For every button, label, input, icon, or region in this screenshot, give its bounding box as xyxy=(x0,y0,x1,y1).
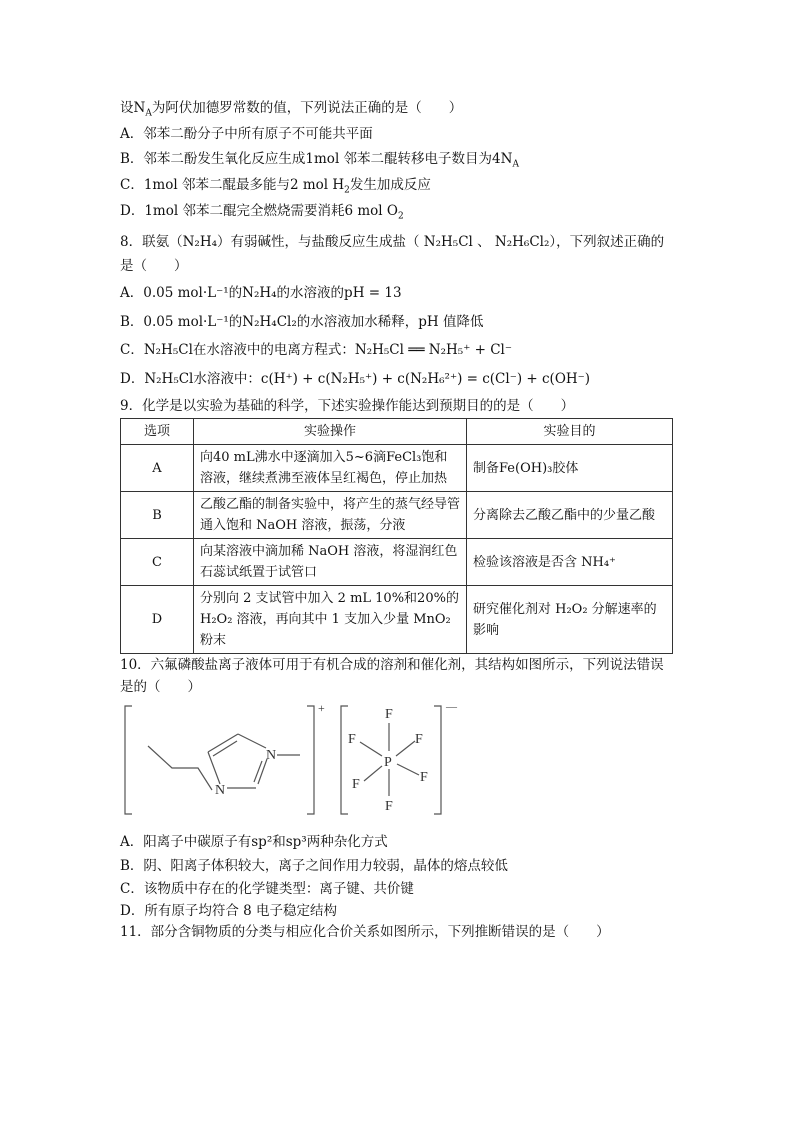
ring-nitrogen-label: N xyxy=(215,783,226,798)
fluorine-label: F xyxy=(415,732,423,747)
fluorine-label: F xyxy=(420,770,428,785)
q8-stem-line1: 8．联氨（N₂H₄）有弱碱性，与盐酸反应生成盐（ N₂H₅Cl 、 N₂H₆Cl₂），下列叙述正确的 xyxy=(120,234,665,250)
row-operation: 分别向 2 支试管中加入 2 mL 10%和20%的 H₂O₂ 溶液，再向其中 1 支加入少量 MnO₂ 粉末 xyxy=(194,586,467,654)
row-operation: 乙酸乙酯的制备实验中，将产生的蒸气经导管通入饱和 NaOH 溶液，振荡，分液 xyxy=(194,492,467,539)
cation-right-bracket xyxy=(307,706,314,814)
q7-option-c: C．1mol 邻苯二醌最多能与2 mol $H_2$发生加成反应 xyxy=(120,177,431,196)
q10-stem-line2: 是的（ ） xyxy=(120,679,201,695)
q10-option-b: B．阴、阳离子体积较大，离子之间作用力较弱，晶体的熔点较低 xyxy=(120,858,508,874)
cation-left-bracket xyxy=(125,706,132,814)
row-option: A xyxy=(121,445,194,492)
fluorine-label: F xyxy=(348,732,356,747)
row-goal: 检验该溶液是否含 NH₄⁺ xyxy=(467,539,673,586)
row-operation: 向40 mL沸水中逐滴加入5~6滴FeCl₃饱和溶液，继续煮沸至液体呈红褐色，停止加热 xyxy=(194,445,467,492)
header-goal: 实验目的 xyxy=(467,419,673,445)
q7-option-b: B．邻苯二酚发生氧化反应生成1mol 邻苯二醌转移电子数目为$4N_A$ xyxy=(120,151,519,170)
header-option: 选项 xyxy=(121,419,194,445)
table-row xyxy=(121,445,673,492)
q7-option-d: D．1mol 邻苯二醌完全燃烧需要消耗6 mol $O_2$ xyxy=(120,203,404,222)
table-row xyxy=(121,586,673,654)
propyl-chain xyxy=(148,746,212,790)
q10-option-a: A．阳离子中碳原子有sp²和sp³两种杂化方式 xyxy=(120,834,388,850)
anion-left-bracket xyxy=(341,706,348,814)
table-row xyxy=(121,539,673,586)
phosphorus-label: P xyxy=(384,755,392,770)
header-operation: 实验操作 xyxy=(194,419,467,445)
q9-stem: 9．化学是以实验为基础的科学，下述实验操作能达到预期目的的是（ ） xyxy=(120,398,575,414)
anion-right-bracket xyxy=(434,706,441,814)
row-option: B xyxy=(121,492,194,539)
ring-bond xyxy=(208,752,220,784)
q9-experiment-table xyxy=(120,418,673,654)
cation-charge: + xyxy=(318,701,325,715)
row-goal: 研究催化剂对 H₂O₂ 分解速率的影响 xyxy=(467,586,673,654)
row-goal: 分离除去乙酸乙酯中的少量乙酸 xyxy=(467,492,673,539)
p-f-bond xyxy=(360,742,382,756)
row-goal: 制备Fe(OH)₃胶体 xyxy=(467,445,673,492)
q10-option-d: D．所有原子均符合 8 电子稳定结构 xyxy=(120,903,337,919)
fluorine-label: F xyxy=(385,707,393,722)
row-option: C xyxy=(121,539,194,586)
p-f-bond xyxy=(396,741,415,756)
q10-option-c: C．该物质中存在的化学键类型：离子键、共价键 xyxy=(120,881,414,897)
table-header-row xyxy=(121,419,673,445)
ring-double-bond xyxy=(254,761,262,782)
anion-charge: — xyxy=(446,701,457,713)
ionic-liquid-structure-diagram xyxy=(120,696,470,821)
ring-bond xyxy=(238,734,266,748)
table-row xyxy=(121,492,673,539)
q8-stem-line2: 是（ ） xyxy=(120,258,188,274)
q8-option-a: A．0.05 mol·L⁻¹的N₂H₄的水溶液的pH = 13 xyxy=(120,285,402,301)
ring-double-bond xyxy=(213,741,237,756)
q11-stem: 11．部分含铜物质的分类与相应化合价关系如图所示，下列推断错误的是（ ） xyxy=(120,924,610,940)
row-option: D xyxy=(121,586,194,654)
p-f-bond xyxy=(397,764,419,775)
q7-option-a: A．邻苯二酚分子中所有原子不可能共平面 xyxy=(120,126,373,142)
q10-stem-line1: 10．六氟磷酸盐离子液体可用于有机合成的溶剂和催化剂，其结构如图所示，下列说法错误 xyxy=(120,657,664,673)
q8-option-c: C．N₂H₅Cl在水溶液中的电离方程式：N₂H₅Cl ══ N₂H₅⁺ + Cl⁻ xyxy=(120,342,512,358)
q8-option-d: D．N₂H₅Cl水溶液中：c(H⁺) + c(N₂H₅⁺) + c(N₂H₆²⁺) = c(Cl⁻) + c(OH⁻) xyxy=(120,371,591,387)
q8-option-b: B．0.05 mol·L⁻¹的N₂H₄Cl₂的水溶液加水稀释，pH 值降低 xyxy=(120,314,484,330)
q7-stem: 设$N_A$为阿伏加德罗常数的值，下列说法正确的是（ ） xyxy=(120,100,463,119)
row-operation: 向某溶液中滴加稀 NaOH 溶液，将湿润红色石蕊试纸置于试管口 xyxy=(194,539,467,586)
p-f-bond xyxy=(364,766,382,781)
ring-nitrogen-label: N xyxy=(266,748,277,763)
fluorine-label: F xyxy=(385,799,393,814)
fluorine-label: F xyxy=(352,777,360,792)
